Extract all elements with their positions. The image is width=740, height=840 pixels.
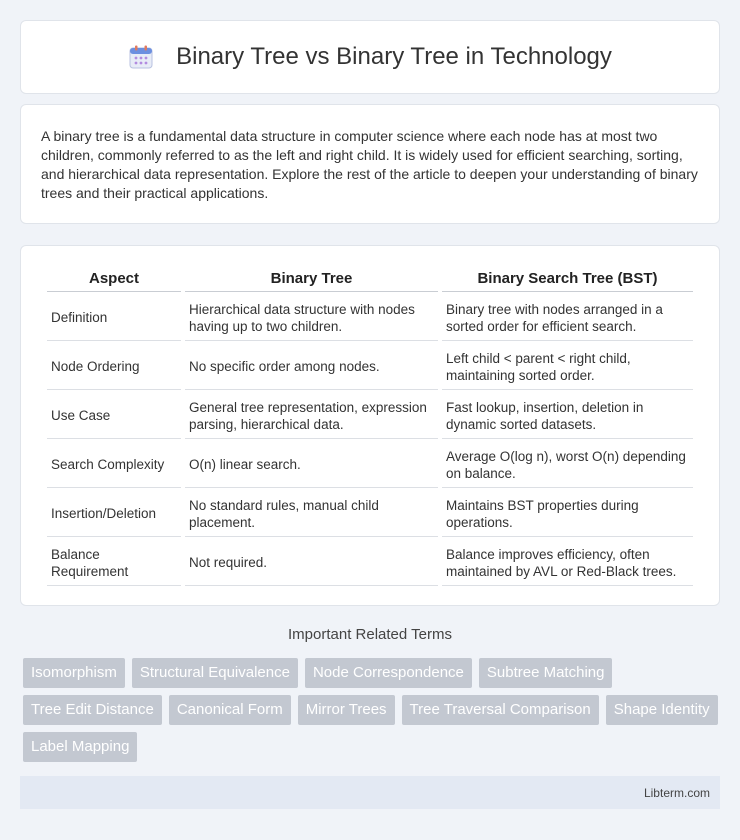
intro-card bbox=[20, 104, 720, 224]
table-cell: Search Complexity bbox=[47, 441, 181, 488]
table-cell: Definition bbox=[47, 294, 181, 341]
table-row bbox=[47, 490, 693, 537]
tag-isomorphism[interactable]: Isomorphism bbox=[23, 658, 125, 688]
tag-shape-identity[interactable]: Shape Identity bbox=[606, 695, 718, 725]
table-header-bst: Binary Search Tree (BST) bbox=[442, 268, 693, 292]
table-cell: Left child < parent < right child, maintaining sorted order. bbox=[442, 343, 693, 390]
table-cell: Node Ordering bbox=[47, 343, 181, 390]
table-row bbox=[47, 441, 693, 488]
table-cell: Not required. bbox=[185, 539, 438, 586]
intro-text: A binary tree is a fundamental data structure in computer science where each node has at most two children, commonly referred to as the left and right child. It is widely used for efficient searching, sorting, and hierarchical data representation. Explore the rest of the article to deepen your understanding of binary trees and their practical applications. bbox=[41, 128, 698, 201]
table-header-aspect: Aspect bbox=[47, 268, 181, 292]
table-row bbox=[47, 539, 693, 586]
table-cell: General tree representation, expression parsing, hierarchical data. bbox=[185, 392, 438, 439]
table-cell: Binary tree with nodes arranged in a sorted order for efficient search. bbox=[442, 294, 693, 341]
table-cell: Use Case bbox=[47, 392, 181, 439]
table-cell: Insertion/Deletion bbox=[47, 490, 181, 537]
table-header-binary-tree: Binary Tree bbox=[185, 268, 438, 292]
table-cell: Balance improves efficiency, often maintained by AVL or Red-Black trees. bbox=[442, 539, 693, 586]
table-header-row bbox=[47, 268, 693, 292]
tag-mirror-trees[interactable]: Mirror Trees bbox=[298, 695, 395, 725]
tag-label-mapping[interactable]: Label Mapping bbox=[23, 732, 137, 762]
tag-subtree-matching[interactable]: Subtree Matching bbox=[479, 658, 613, 688]
table-row bbox=[47, 343, 693, 390]
tag-structural-equivalence[interactable]: Structural Equivalence bbox=[132, 658, 298, 688]
table-cell: O(n) linear search. bbox=[185, 441, 438, 488]
table-row bbox=[47, 294, 693, 341]
tag-tree-traversal-comparison[interactable]: Tree Traversal Comparison bbox=[402, 695, 599, 725]
page-title: Binary Tree vs Binary Tree in Technology bbox=[176, 43, 612, 70]
table-cell: Average O(log n), worst O(n) depending on balance. bbox=[442, 441, 693, 488]
table-cell: Fast lookup, insertion, deletion in dynamic sorted datasets. bbox=[442, 392, 693, 439]
table-row bbox=[47, 392, 693, 439]
footer-site-link[interactable]: Libterm.com bbox=[643, 786, 710, 800]
comparison-card bbox=[20, 245, 720, 606]
tag-node-correspondence[interactable]: Node Correspondence bbox=[305, 658, 472, 688]
tag-canonical-form[interactable]: Canonical Form bbox=[169, 695, 291, 725]
footer bbox=[20, 776, 720, 809]
table-cell: Hierarchical data structure with nodes having up to two children. bbox=[185, 294, 438, 341]
table-cell: No standard rules, manual child placement. bbox=[185, 490, 438, 537]
table-cell: No specific order among nodes. bbox=[185, 343, 438, 390]
table-cell: Balance Requirement bbox=[47, 539, 181, 586]
comparison-table bbox=[43, 266, 697, 588]
tag-tree-edit-distance[interactable]: Tree Edit Distance bbox=[23, 695, 162, 725]
table-cell: Maintains BST properties during operations. bbox=[442, 490, 693, 537]
related-terms-list bbox=[23, 658, 723, 762]
related-terms-title: Important Related Terms bbox=[288, 626, 452, 643]
calendar-icon bbox=[128, 44, 154, 70]
header-card bbox=[20, 20, 720, 94]
